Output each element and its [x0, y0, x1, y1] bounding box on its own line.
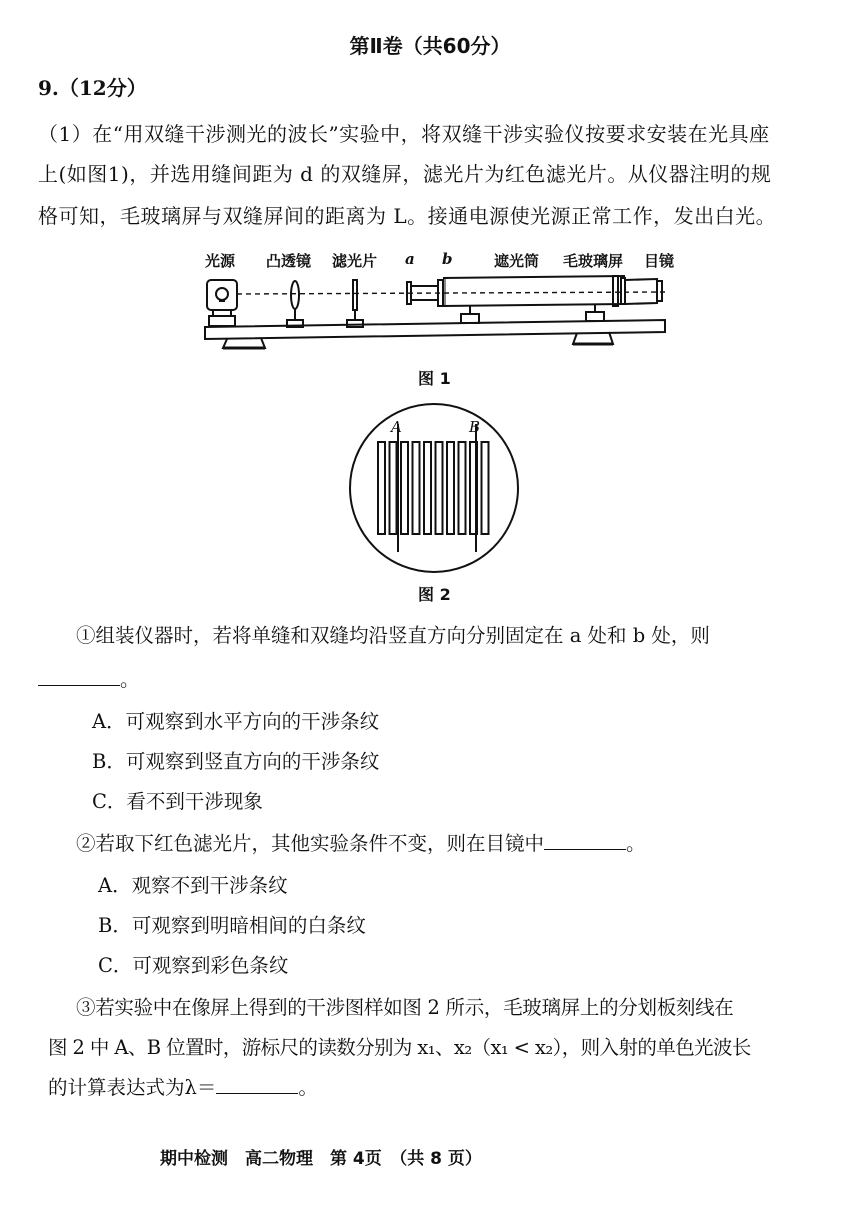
section-title: 第Ⅱ卷（共60分）	[349, 34, 511, 58]
sub3-answer-blank[interactable]	[216, 1075, 298, 1094]
figure1-caption: 图 1	[418, 369, 451, 388]
sub2-stem-end: 。	[626, 832, 646, 855]
fig1-label-a: a	[405, 250, 415, 268]
sub2-option-b: B．可观察到明暗相间的白条纹	[98, 914, 366, 937]
sub1-stem-line2	[38, 664, 140, 692]
fig1-label-shade-tube: 遮光筒	[494, 252, 540, 270]
sub2-option-c: C．可观察到彩色条纹	[98, 954, 289, 977]
sub1-option-c: C．看不到干涉现象	[92, 790, 263, 813]
fringe-bar	[390, 442, 397, 534]
sub3-line1: ③若实验中在像屏上得到的干涉图样如图 2 所示，毛玻璃屏上的分划板刻线在	[76, 996, 734, 1019]
sub2-option-a: A．观察不到干涉条纹	[98, 874, 288, 897]
fig1-label-eyepiece: 目镜	[644, 252, 675, 270]
figure2-fringe-pattern	[348, 402, 520, 574]
fig1-label-filter: 滤光片	[332, 252, 378, 270]
sub2-stem-text: ②若取下红色滤光片，其他实验条件不变，则在目镜中	[76, 832, 545, 855]
sub2-answer-blank[interactable]	[544, 831, 626, 850]
fig1-label-b: b	[442, 250, 453, 268]
fringe-bar	[378, 442, 385, 534]
intro-line-2: 上(如图1)，并选用缝间距为 d 的双缝屏，滤光片为红色滤光片。从仪器注明的规	[38, 162, 772, 186]
fringe-bar	[413, 442, 420, 534]
sub3-line2: 图 2 中 A、B 位置时，游标尺的读数分别为 x₁、x₂（x₁ < x₂），则入射的单色光波长	[48, 1036, 751, 1059]
page-footer: 期中检测 高二物理 第 4页 （共 8 页）	[160, 1149, 482, 1169]
fringe-bar	[436, 442, 443, 534]
fringe-bar	[459, 442, 466, 534]
fringe-bar	[424, 442, 431, 534]
intro-line-3: 格可知，毛玻璃屏与双缝屏间的距离为 L。接通电源使光源正常工作，发出白光。	[38, 204, 777, 228]
intro-line-1: （1）在“用双缝干涉测光的波长”实验中，将双缝干涉实验仪按要求安装在光具座	[38, 122, 770, 146]
sub1-answer-blank[interactable]	[38, 667, 120, 686]
sub1-stem-line1: ①组装仪器时，若将单缝和双缝均沿竖直方向分别固定在 a 处和 b 处，则	[76, 624, 710, 647]
figure2-label-a: A	[391, 418, 402, 436]
question-number: 9.（12分）	[38, 76, 147, 100]
sub1-option-b: B．可观察到竖直方向的干涉条纹	[92, 750, 380, 773]
sub3-line3	[48, 1072, 318, 1100]
fig1-label-convex-lens: 凸透镜	[266, 252, 312, 270]
figure2-label-b: B	[469, 418, 481, 436]
fig1-label-light-source: 光源	[205, 252, 236, 270]
fringe-bar	[482, 442, 489, 534]
sub2-stem	[76, 828, 646, 856]
figure1-apparatus	[195, 270, 675, 360]
sub1-stem-end: 。	[120, 668, 140, 691]
sub3-expression-label: 的计算表达式为λ＝	[48, 1076, 217, 1099]
figure2-caption: 图 2	[418, 585, 451, 604]
sub3-stem-end: 。	[298, 1076, 318, 1099]
fringe-bar	[401, 442, 408, 534]
fig1-label-frosted-screen: 毛玻璃屏	[563, 252, 624, 270]
sub1-option-a: A．可观察到水平方向的干涉条纹	[92, 710, 380, 733]
fringe-bar	[447, 442, 454, 534]
